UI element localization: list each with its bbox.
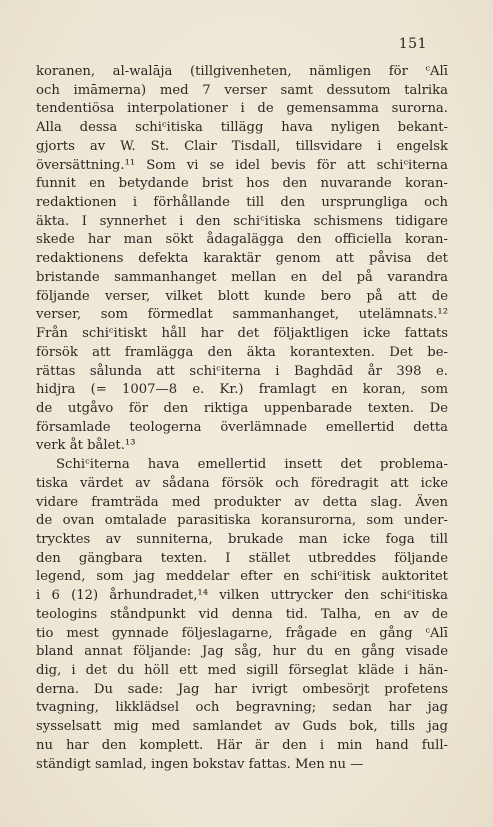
text-line: Schiᶜiterna hava emellertid insett det problema- xyxy=(56,457,448,473)
text-line: den gängbara texten. I stället utbreddes följande xyxy=(36,550,448,566)
text-line: hidjra (= 1007—8 e. Kr.) framlagt en koran, som xyxy=(36,382,448,398)
text-line: ständigt samlad, ingen bokstav fattas. Men nu — xyxy=(36,756,364,772)
text-line: teologins ståndpunkt vid denna tid. Talha, en av de xyxy=(36,606,448,622)
text-line: de ovan omtalade parasitiska koransurorna, som under- xyxy=(36,513,448,529)
text-line: trycktes av sunniterna, brukade man icke foga till xyxy=(36,531,448,547)
text-line: äkta. I synnerhet i den schiᶜitiska schismens tidigare xyxy=(36,213,448,229)
text-line: tiska värdet av sådana försök och föredragit att icke xyxy=(36,475,448,491)
text-line: och imāmerna) med 7 verser samt dessutom talrika xyxy=(36,82,448,98)
text-line: derna. Du sade: Jag har ivrigt ombesörjt profetens xyxy=(36,681,448,697)
text-line: vidare framträda med produkter av detta slag. Även xyxy=(36,494,448,510)
text-line: funnit en betydande brist hos den nuvarande koran- xyxy=(36,176,448,192)
text-line: församlade teologerna överlämnade emellertid detta xyxy=(36,419,448,435)
text-line: gjorts av W. St. Clair Tisdall, tillsvidare i engelsk xyxy=(36,138,448,154)
text-line: tendentiösa interpolationer i de gemensamma surorna. xyxy=(36,101,448,117)
text-line: tvagning, likklädsel och begravning; sedan har jag xyxy=(36,700,448,716)
text-line: koranen, al-walāja (tillgivenheten, nämligen för ᶜAlī xyxy=(36,64,448,79)
text-line: skede har man sökt ådagalägga den officiella koran- xyxy=(36,232,448,248)
text-line: försök att framlägga den äkta korantexten. Det be- xyxy=(36,344,448,360)
text-line: verk åt bålet.¹³ xyxy=(36,438,136,454)
text-line: nu har den komplett. Här är den i min hand full- xyxy=(36,737,448,753)
text-line: bristande sammanhanget mellan en del på varandra xyxy=(36,269,448,285)
text-line: Från schiᶜitiskt håll har det följaktligen icke fattats xyxy=(36,326,448,342)
text-line: sysselsatt mig med samlandet av Guds bok, tills jag xyxy=(36,719,448,735)
body-text xyxy=(36,63,448,774)
text-line: redaktionens defekta karaktär genom att påvisa det xyxy=(36,251,448,267)
text-line: dig, i det du höll ett med sigill förseglat kläde i hän- xyxy=(36,663,448,678)
text-line: bland annat följande: Jag såg, hur du en gång visade xyxy=(36,644,448,660)
text-line: i 6 (12) århundradet,¹⁴ vilken uttrycker den schiᶜitiska xyxy=(36,588,448,604)
text-line: legend, som jag meddelar efter en schiᶜitisk auktoritet xyxy=(36,569,448,585)
text-line: följande verser, vilket blott kunde bero på att de xyxy=(36,288,448,304)
text-line: redaktionen i förhållande till den ursprungliga och xyxy=(36,195,448,211)
page-number: 151 xyxy=(398,36,427,52)
text-line: verser, som förmedlat sammanhanget, utelämnats.¹² xyxy=(36,307,448,323)
text-line: de utgåvo för den riktiga uppenbarade texten. De xyxy=(36,400,448,416)
text-line: tio mest gynnade följeslagarne, frågade en gång ᶜAlī xyxy=(36,625,448,641)
text-line: rättas sålunda att schiᶜiterna i Baghdād år 398 e. xyxy=(36,363,448,379)
text-line: översättning.¹¹ Som vi se idel bevis för att schiᶜiterna xyxy=(36,157,448,173)
text-line: Alla dessa schiᶜitiska tillägg hava nyligen bekant- xyxy=(36,120,448,136)
